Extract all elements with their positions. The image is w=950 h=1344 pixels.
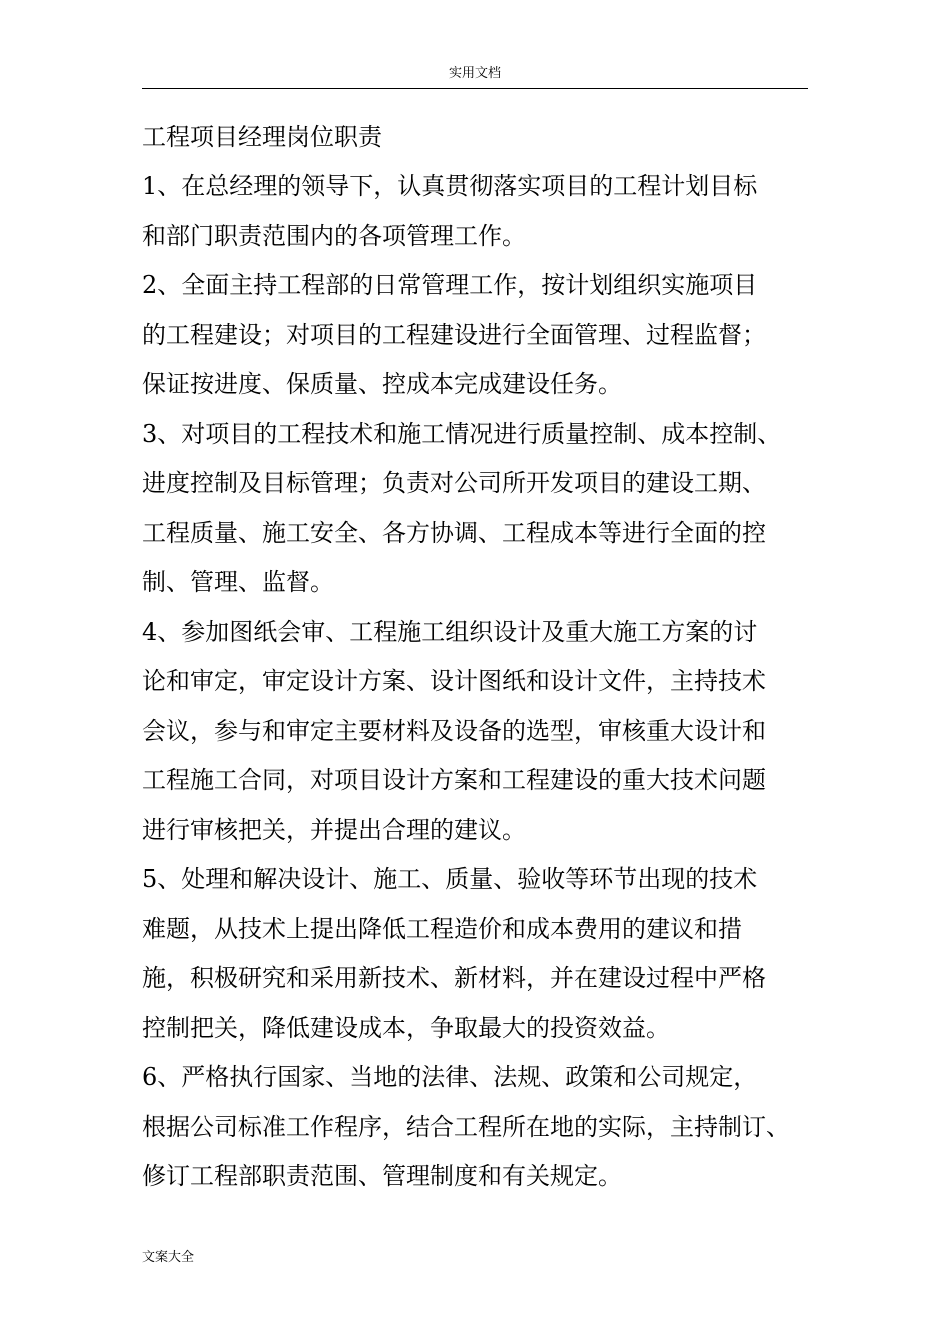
- text-line: 1、在总经理的领导下，认真贯彻落实项目的工程计划目标: [142, 172, 758, 200]
- text-line: 3、对项目的工程技术和施工情况进行质量控制、成本控制、: [142, 419, 782, 448]
- text-line: 5、处理和解决设计、施工、质量、验收等环节出现的技术: [142, 865, 758, 893]
- text-line: 进度控制及目标管理；负责对公司所开发项目的建设工期、: [142, 469, 766, 497]
- document-body: [142, 112, 842, 1202]
- header-text: 实用文档: [448, 66, 501, 81]
- text-line: 施，积极研究和采用新技术、新材料，并在建设过程中严格: [142, 964, 766, 992]
- footer-text: 文案大全: [142, 1250, 195, 1265]
- text-line: 论和审定，审定设计方案、设计图纸和设计文件，主持技术: [142, 667, 766, 695]
- text-line: 根据公司标准工作程序，结合工程所在地的实际，主持制订、: [142, 1112, 790, 1141]
- text-line: 2、全面主持工程部的日常管理工作，按计划组织实施项目: [142, 271, 758, 299]
- text-line: 的工程建设；对项目的工程建设进行全面管理、过程监督；: [142, 320, 766, 349]
- document-title: 工程项目经理岗位职责: [142, 123, 382, 151]
- page-footer: [142, 1248, 194, 1268]
- text-line: 6、严格执行国家、当地的法律、法规、政策和公司规定，: [142, 1063, 758, 1091]
- text-line: 修订工程部职责范围、管理制度和有关规定。: [142, 1162, 622, 1190]
- text-line: 工程施工合同，对项目设计方案和工程建设的重大技术问题: [142, 766, 766, 794]
- text-line: 制、管理、监督。: [142, 568, 334, 596]
- text-line: 会议，参与和审定主要材料及设备的选型，审核重大设计和: [142, 716, 766, 745]
- text-line: 工程质量、施工安全、各方协调、工程成本等进行全面的控: [142, 518, 766, 547]
- text-line: 保证按进度、保质量、控成本完成建设任务。: [142, 370, 622, 398]
- text-line: 进行审核把关，并提出合理的建议。: [142, 815, 526, 844]
- text-line: 和部门职责范围内的各项管理工作。: [142, 221, 526, 250]
- text-line: 4、参加图纸会审、工程施工组织设计及重大施工方案的讨: [142, 617, 758, 646]
- text-line: 控制把关，降低建设成本，争取最大的投资效益。: [142, 1013, 670, 1042]
- page-header: [142, 64, 808, 89]
- text-line: 难题，从技术上提出降低工程造价和成本费用的建议和措: [142, 914, 742, 943]
